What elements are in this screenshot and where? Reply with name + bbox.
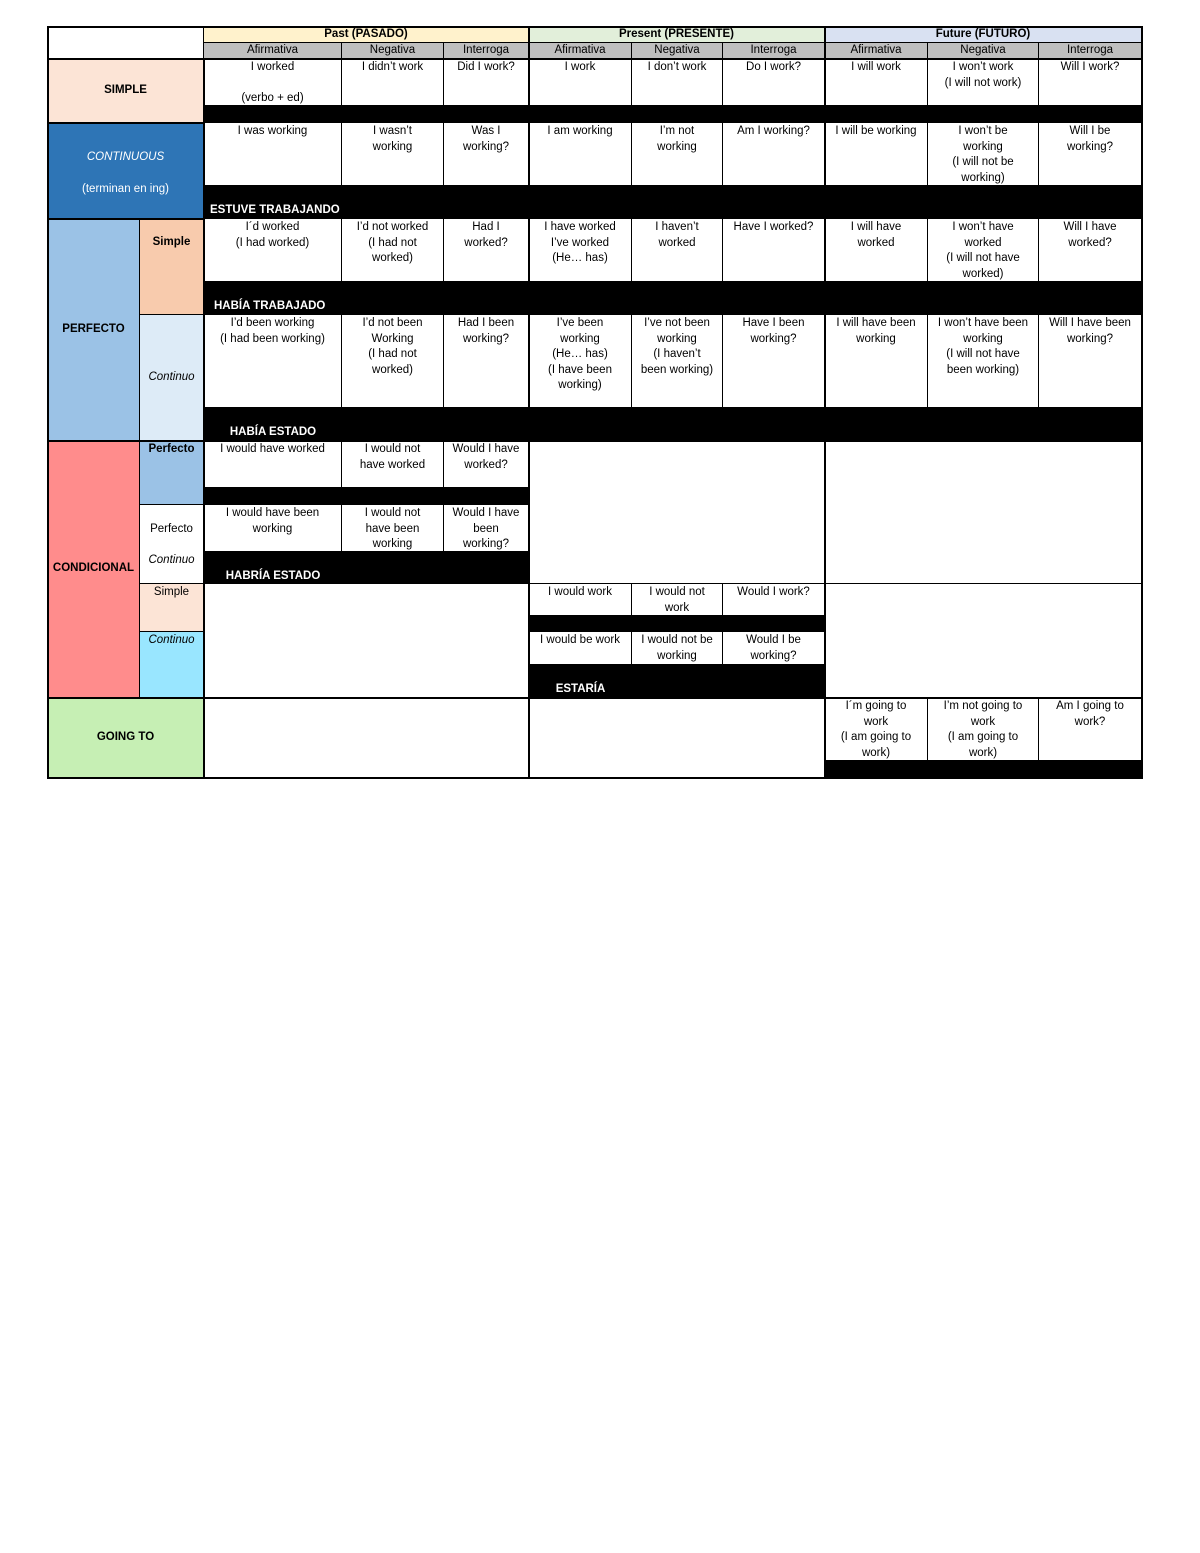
row-label-perfecto: PERFECTO xyxy=(48,219,140,441)
corner-cell xyxy=(48,27,204,59)
cell-perf-present-neg: I haven’t worked xyxy=(632,219,723,282)
header-past: Past (PASADO) xyxy=(204,27,529,43)
cell-perfcont-future-aff: I will have been working xyxy=(825,315,928,408)
subheader-cell: Afirmativa xyxy=(204,43,342,59)
cell-cond-cont-aff: I would be work xyxy=(529,632,632,665)
cell-simple-present-int: Do I work? xyxy=(723,59,825,106)
divider xyxy=(528,27,530,778)
subheader-cell: Negativa xyxy=(928,43,1039,59)
cell-simple-present-aff: I work xyxy=(529,59,632,106)
empty-cell xyxy=(825,441,1142,584)
cell-cont-future-neg: I won’t be working (I will not be working) xyxy=(928,123,1039,186)
translation-future xyxy=(835,778,985,779)
empty-cell xyxy=(204,584,529,698)
sub-label-line-2: Continuo xyxy=(148,553,195,566)
cell-cond-simple-int: Would I work? xyxy=(723,584,825,616)
translation-bar xyxy=(204,282,1142,315)
translation-bar xyxy=(204,552,529,584)
translation-past: HABRÍA ESTADO xyxy=(225,569,321,582)
translation-past: HABÍA ESTADO xyxy=(229,425,317,438)
cell-perf-past-int: Had I worked? xyxy=(444,219,529,282)
cell-cond-perfcont-int: Would I have been working? xyxy=(444,505,529,552)
cell-cond-perf-int: Would I have worked? xyxy=(444,441,529,488)
tense-table xyxy=(48,27,1142,778)
translation-present: ESTARÍA xyxy=(555,682,606,695)
sub-label-perfecto-continuo xyxy=(140,505,204,584)
translation-bar xyxy=(825,761,1142,778)
empty-cell xyxy=(204,698,529,778)
cell-cont-past-aff: I was working xyxy=(204,123,342,186)
subheader-cell: Negativa xyxy=(632,43,723,59)
cell-cond-cont-int: Would I be working? xyxy=(723,632,825,665)
sub-label-continuo-text: Continuo xyxy=(148,634,195,646)
translation-bar xyxy=(204,186,1142,219)
cell-perfcont-present-int: Have I been working? xyxy=(723,315,825,408)
cell-simple-future-neg: I won’t work (I will not work) xyxy=(928,59,1039,106)
cell-simple-past-aff: I worked (verbo + ed) xyxy=(204,59,342,106)
translation-bar xyxy=(529,616,825,632)
cell-perf-present-int: Have I worked? xyxy=(723,219,825,282)
sub-label-simple: Simple xyxy=(140,219,204,315)
cell-perfcont-future-int: Will I have been working? xyxy=(1039,315,1142,408)
sub-label-simple: Simple xyxy=(140,584,204,632)
header-future: Future (FUTURO) xyxy=(825,27,1142,43)
row-label-simple: SIMPLE xyxy=(48,59,204,123)
cell-cond-simple-neg: I would not work xyxy=(632,584,723,616)
divider xyxy=(48,58,1142,60)
subheader-cell: Interroga xyxy=(444,43,529,59)
cell-perf-future-aff: I will have worked xyxy=(825,219,928,282)
empty-cell xyxy=(825,584,1142,698)
cell-going-future-aff: I´m going to work (I am going to work) xyxy=(825,698,928,761)
cell-cont-future-int: Will I be working? xyxy=(1039,123,1142,186)
sub-label-continuo-text: Continuo xyxy=(148,370,195,383)
cell-going-future-neg: I’m not going to work (I am going to work) xyxy=(928,698,1039,761)
empty-cell xyxy=(529,698,825,778)
cell-perfcont-future-neg: I won’t have been working (I will not have been working) xyxy=(928,315,1039,408)
cell-simple-past-int: Did I work? xyxy=(444,59,529,106)
sub-label-continuo xyxy=(140,632,204,698)
cell-cond-perfcont-neg: I would not have been working xyxy=(342,505,444,552)
divider xyxy=(48,122,204,124)
divider xyxy=(48,218,204,220)
cell-simple-present-neg: I don’t work xyxy=(632,59,723,106)
row-label-continuous xyxy=(48,123,204,219)
sub-label-line-1: Perfecto xyxy=(150,522,193,535)
translation-bar xyxy=(204,408,1142,441)
cell-cont-future-aff: I will be working xyxy=(825,123,928,186)
sub-label-perfecto: Perfecto xyxy=(140,441,204,505)
subheader-cell: Interroga xyxy=(723,43,825,59)
subheader-cell: Afirmativa xyxy=(825,43,928,59)
empty-cell xyxy=(529,441,825,584)
cell-cond-perf-neg: I would not have worked xyxy=(342,441,444,488)
cell-cont-past-neg: I wasn’t working xyxy=(342,123,444,186)
translation-bar xyxy=(529,665,825,698)
translation-past: HABÍA TRABAJADO xyxy=(214,299,326,312)
cell-simple-future-aff: I will work xyxy=(825,59,928,106)
cell-cond-simple-aff: I would work xyxy=(529,584,632,616)
divider xyxy=(824,27,826,778)
continuous-note: (terminan en ing) xyxy=(82,182,169,195)
cell-simple-past-neg: I didn’t work xyxy=(342,59,444,106)
header-present: Present (PRESENTE) xyxy=(529,27,825,43)
translation-bar xyxy=(204,106,1142,123)
sub-label-continuo xyxy=(140,315,204,441)
cell-cond-cont-neg: I would not be working xyxy=(632,632,723,665)
cell-perf-future-neg: I won’t have worked (I will not have worked) xyxy=(928,219,1039,282)
cell-perf-past-aff: I´d worked (I had worked) xyxy=(204,219,342,282)
cell-cont-present-aff: I am working xyxy=(529,123,632,186)
cell-perf-present-aff: I have worked I’ve worked (He… has) xyxy=(529,219,632,282)
cell-perfcont-past-aff: I’d been working (I had been working) xyxy=(204,315,342,408)
row-label-condicional: CONDICIONAL xyxy=(48,441,140,698)
cell-perf-future-int: Will I have worked? xyxy=(1039,219,1142,282)
divider xyxy=(48,440,1142,442)
translation-past: ESTUVE TRABAJANDO xyxy=(210,203,340,216)
subheader-cell: Negativa xyxy=(342,43,444,59)
divider xyxy=(203,59,205,778)
subheader-cell: Afirmativa xyxy=(529,43,632,59)
subheader-cell: Interroga xyxy=(1039,43,1142,59)
cell-perf-past-neg: I’d not worked (I had not worked) xyxy=(342,219,444,282)
cell-cont-present-int: Am I working? xyxy=(723,123,825,186)
cell-perfcont-past-neg: I’d not been Working (I had not worked) xyxy=(342,315,444,408)
cell-perfcont-present-neg: I’ve not been working (I haven’t been working) xyxy=(632,315,723,408)
cell-perfcont-present-aff: I’ve been working (He… has) (I have been working) xyxy=(529,315,632,408)
cell-perfcont-past-int: Had I been working? xyxy=(444,315,529,408)
cell-simple-future-int: Will I work? xyxy=(1039,59,1142,106)
continuous-title: CONTINUOUS xyxy=(86,151,165,163)
cell-cont-present-neg: I’m not working xyxy=(632,123,723,186)
cell-cond-perfcont-aff: I would have been working xyxy=(204,505,342,552)
divider xyxy=(48,697,1142,699)
cell-going-future-int: Am I going to work? xyxy=(1039,698,1142,761)
cell-cond-perf-aff: I would have worked xyxy=(204,441,342,488)
cell-cont-past-int: Was I working? xyxy=(444,123,529,186)
translation-bar xyxy=(204,488,529,505)
row-label-going-to: GOING TO xyxy=(48,698,204,778)
